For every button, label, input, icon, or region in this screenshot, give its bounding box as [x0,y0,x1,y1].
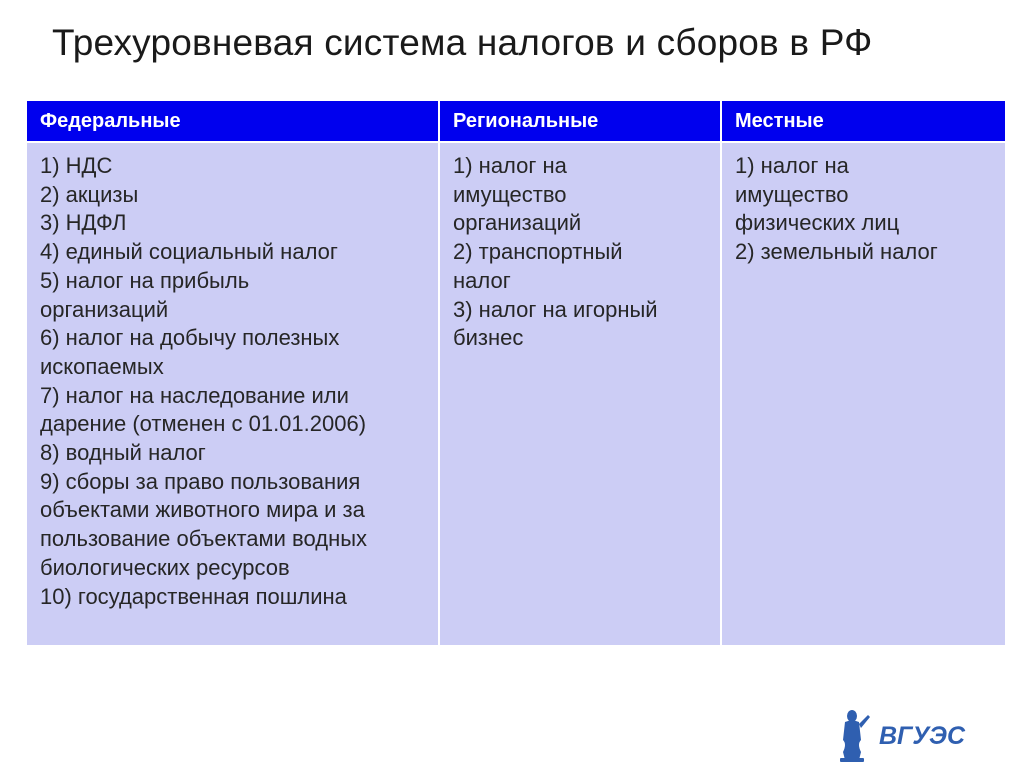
list-item: 2) земельный налог [735,239,938,265]
header-local: Местные [721,101,1005,142]
local-tax-list [735,152,999,267]
federal-tax-list [40,152,432,611]
logo-text: ВГУЭС [879,722,966,750]
table-header-row [27,101,1005,142]
list-item: 3) налог на игорный бизнес [453,296,658,351]
tax-levels-table [27,101,1005,645]
university-logo [835,706,995,762]
list-item: 5) налог на прибыль организаций [40,267,250,322]
slide-title: Трехуровневая система налогов и сборов в РФ [52,22,873,63]
list-item: 6) налог на добычу полезных ископаемых [40,325,340,379]
header-federal: Федеральные [27,101,439,142]
table-body-row [27,142,1005,645]
list-item: 2) акцизы [40,181,139,207]
list-item: 1) НДС [40,153,113,178]
list-item: 7) налог на наследование или дарение (отменен с 01.01.2006) [40,382,367,437]
statue-emblem-icon [840,710,870,762]
list-item: 3) НДФЛ [40,210,127,236]
list-item: 10) государственная пошлина [40,583,347,609]
list-item: 2) транспортный налог [453,239,623,293]
list-item: 1) налог на имущество физических лиц [735,153,900,236]
header-regional: Региональные [439,101,721,142]
list-item: 1) налог на имущество организаций [453,153,582,236]
regional-cell [439,142,721,645]
regional-tax-list [453,152,714,353]
list-item: 9) сборы за право пользования объектами животного мира и за пользование объектами водных биологических ресурсов [40,468,368,580]
local-cell [721,142,1005,645]
list-item: 4) единый социальный налог [40,239,338,265]
federal-cell [27,142,439,645]
list-item: 8) водный налог [40,440,206,466]
